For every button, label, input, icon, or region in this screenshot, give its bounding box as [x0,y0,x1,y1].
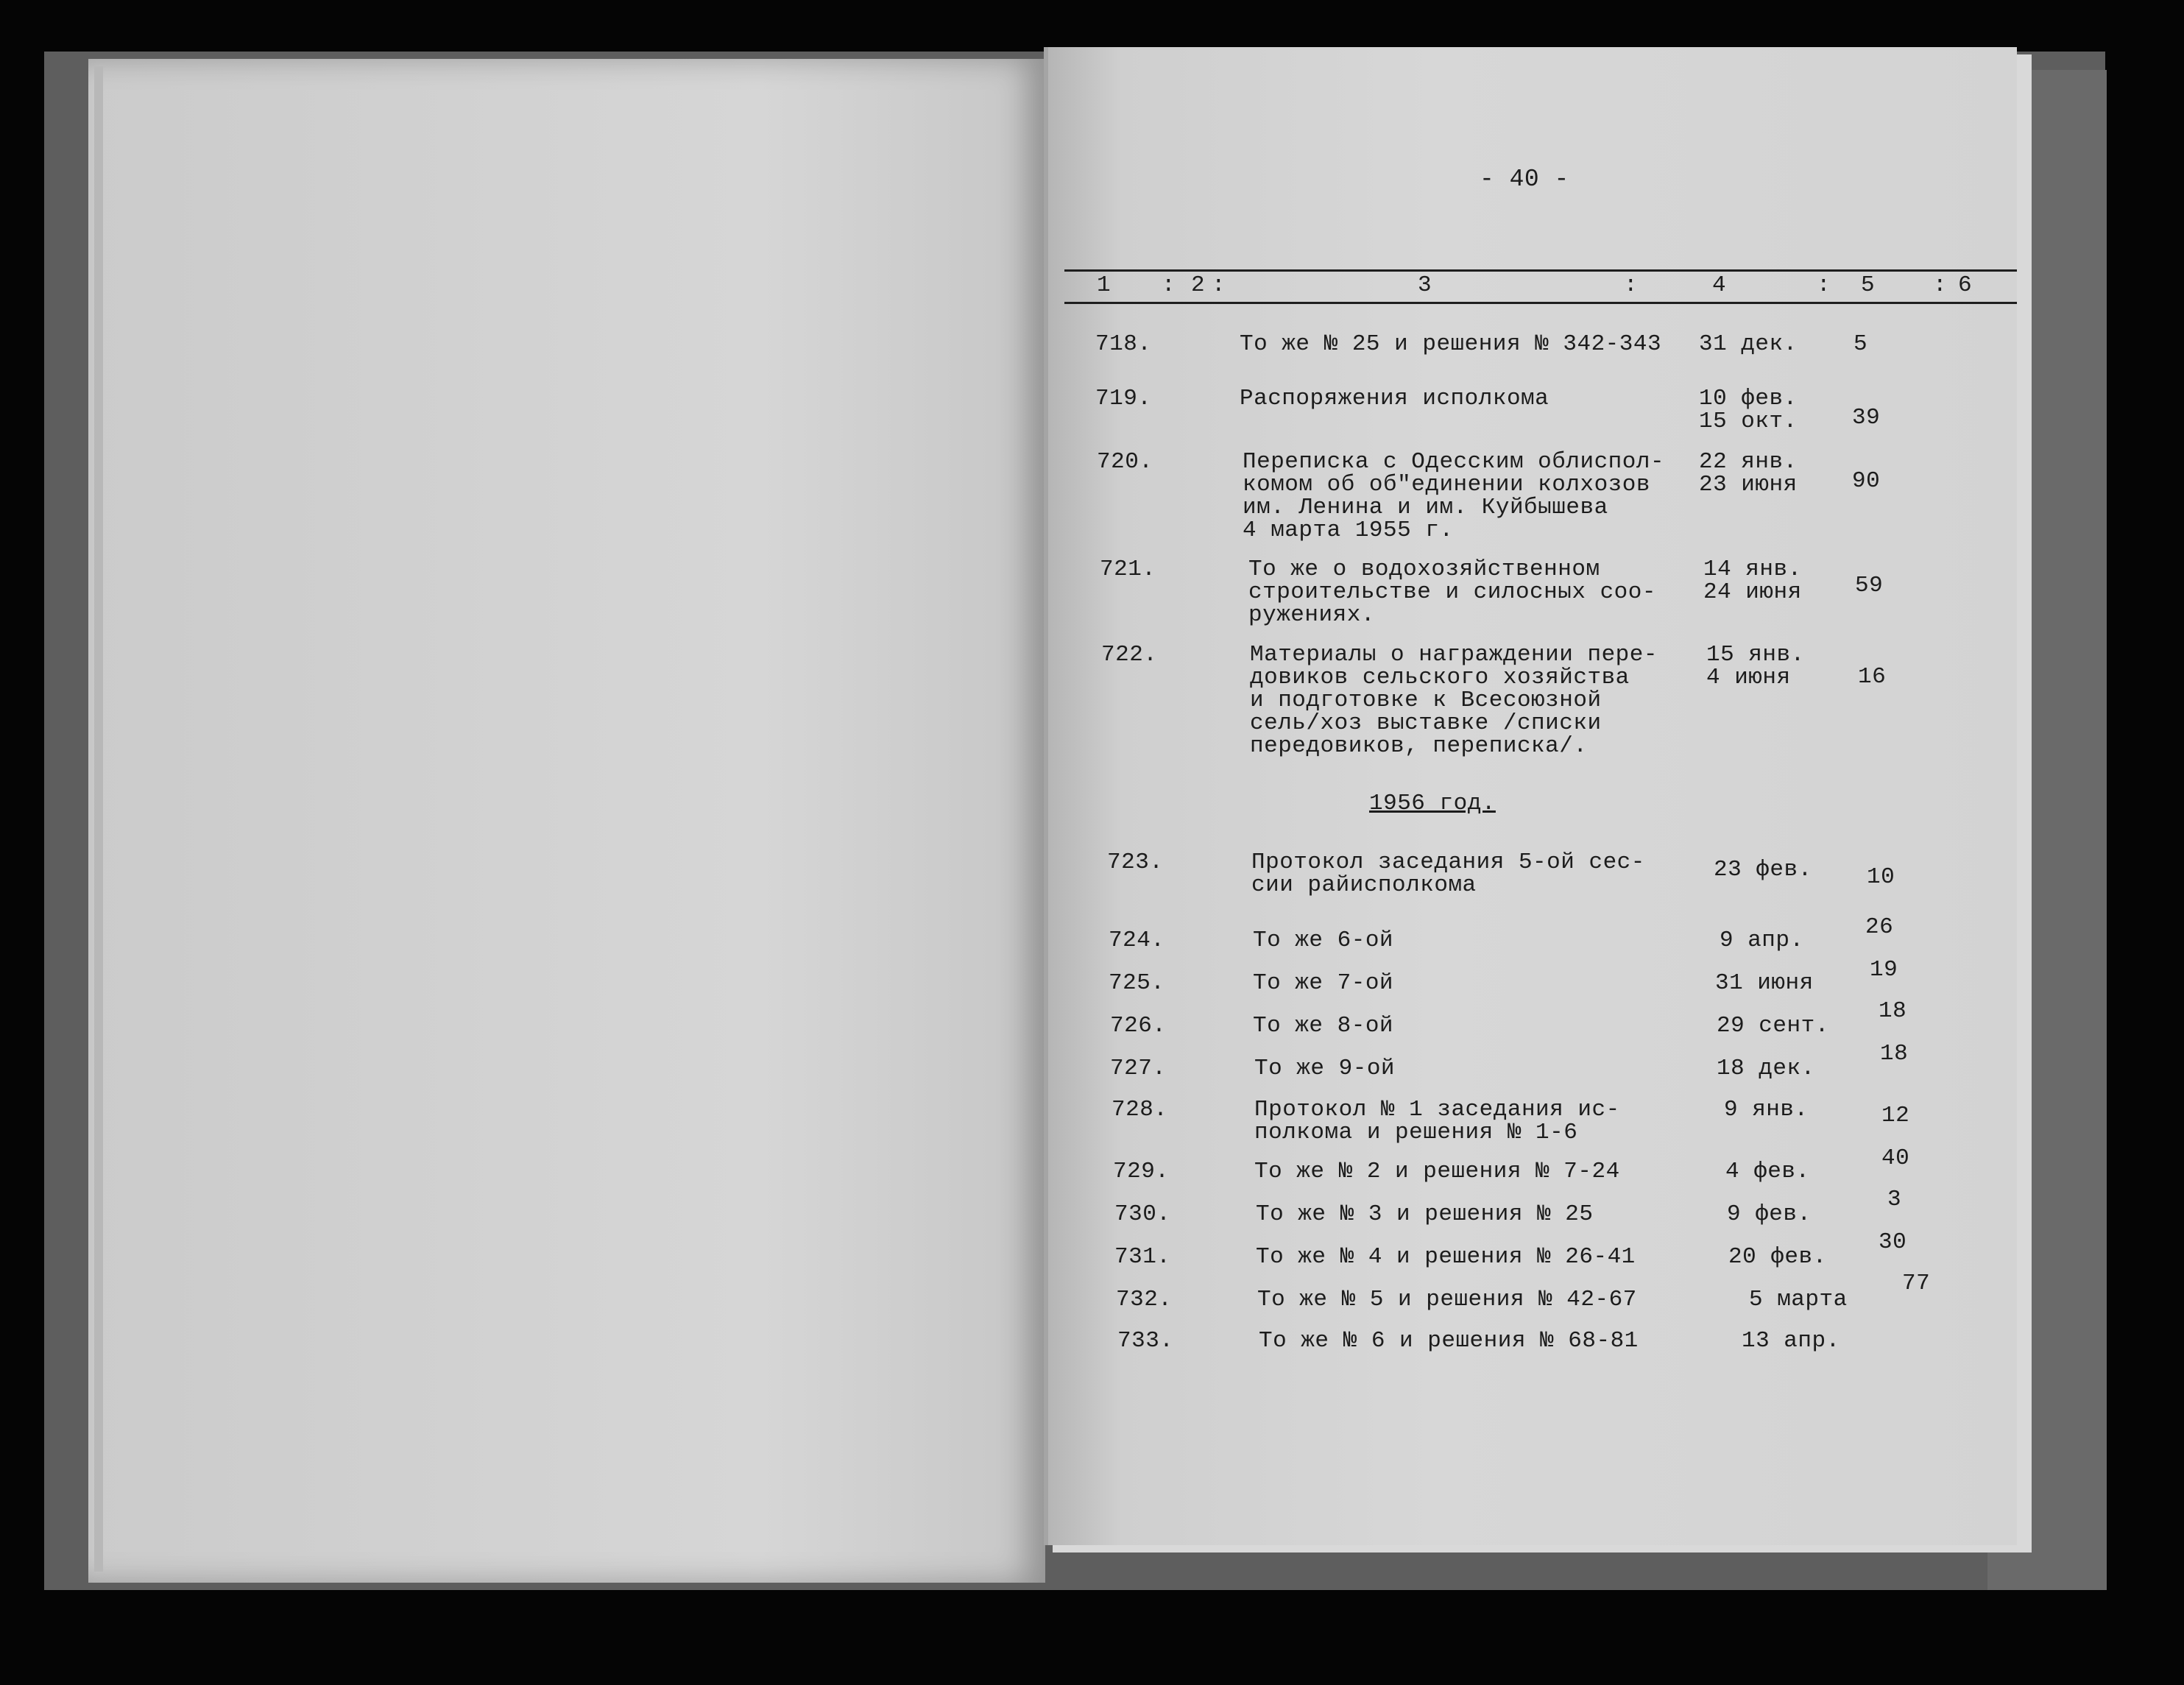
row-title-line: То же № 25 и решения № 342-343 [1240,331,1662,357]
row-sheet-count: 12 [1881,1103,1910,1128]
page-number: - 40 - [1480,166,1569,193]
binding-shadow [1044,47,1048,1545]
row-number: 732. [1116,1287,1173,1313]
row-title-line: То же № 4 и решения № 26-41 [1256,1244,1636,1270]
row-title-line: сель/хоз выставке /списки [1250,710,1602,736]
row-date: 5 марта [1749,1287,1848,1313]
row-title-line: То же 9-ой [1254,1056,1396,1081]
header-col-6: 6 [1958,272,1972,298]
row-date: 9 фев. [1727,1201,1812,1227]
row-date: 13 апр. [1742,1328,1840,1354]
row-title-line: Распоряжения исполкома [1240,386,1549,411]
row-title-line: То же 7-ой [1253,970,1394,996]
row-date: 18 дек. [1717,1056,1815,1081]
row-date: 23 июня [1699,472,1798,498]
right-page [1044,47,2017,1545]
header-col-3: 3 [1418,272,1432,298]
header-sep-5: : [1933,272,1947,298]
row-sheet-count: 90 [1852,468,1881,494]
row-date: 31 июня [1715,970,1814,996]
row-sheet-count: 18 [1880,1041,1909,1067]
row-title-line: Переписка с Одесским облиспол- [1243,449,1665,475]
row-number: 725. [1109,970,1165,996]
header-col-1: 1 [1097,272,1111,298]
row-title-line: сии райисполкома [1251,872,1477,898]
row-number: 719. [1095,386,1152,411]
row-title-line: им. Ленина и им. Куйбышева [1243,495,1608,520]
left-page-blank [88,59,1045,1583]
row-title-line: То же № 3 и решения № 25 [1256,1201,1594,1227]
row-title-line: ружениях. [1248,602,1375,628]
row-date: 20 фев. [1728,1244,1827,1270]
row-sheet-count: 3 [1887,1187,1902,1212]
row-sheet-count: 19 [1870,957,1898,983]
row-number: 731. [1114,1244,1171,1270]
row-title-line: комом об об"единении колхозов [1243,472,1650,498]
row-title-line: То же № 2 и решения № 7-24 [1254,1159,1620,1184]
row-date: 4 фев. [1725,1159,1810,1184]
row-number: 733. [1117,1328,1174,1354]
row-number: 726. [1110,1013,1167,1039]
row-number: 730. [1114,1201,1171,1227]
row-title-line: То же № 5 и решения № 42-67 [1257,1287,1637,1313]
row-number: 728. [1112,1097,1168,1123]
header-col-2: 2 [1191,272,1205,298]
row-date: 22 янв. [1699,449,1798,475]
row-date: 14 янв. [1703,557,1802,582]
row-title-line: довиков сельского хозяйства [1250,665,1630,690]
row-sheet-count: 30 [1879,1229,1907,1255]
row-date: 15 янв. [1706,642,1805,668]
row-title-line: полкома и решения № 1-6 [1254,1120,1578,1145]
row-title-line: То же № 6 и решения № 68-81 [1259,1328,1639,1354]
row-title-line: Протокол № 1 заседания ис- [1254,1097,1620,1123]
row-title-line: 4 марта 1955 г. [1243,517,1454,543]
row-number: 721. [1100,557,1156,582]
row-number: 723. [1107,849,1164,875]
row-date: 9 янв. [1724,1097,1809,1123]
header-sep-1: : [1162,272,1176,298]
row-title-line: Материалы о награждении пере- [1250,642,1658,668]
row-title-line: Протокол заседания 5-ой сес- [1251,849,1645,875]
header-col-5: 5 [1861,272,1875,298]
row-sheet-count: 18 [1879,998,1907,1024]
header-sep-2: : [1212,272,1226,298]
row-date: 24 июня [1703,579,1802,605]
row-sheet-count: 26 [1865,914,1894,940]
row-title-line: То же 8-ой [1253,1013,1394,1039]
row-number: 720. [1097,449,1153,475]
row-sheet-count: 59 [1855,573,1884,598]
row-sheet-count: 39 [1852,405,1881,431]
row-date: 29 сент. [1717,1013,1829,1039]
left-page-stack-edge [94,66,103,1572]
section-title: 1956 год. [1369,791,1496,816]
row-date: 23 фев. [1714,857,1812,883]
header-sep-4: : [1817,272,1831,298]
row-sheet-count: 5 [1853,331,1868,357]
row-number: 729. [1113,1159,1170,1184]
row-sheet-count: 40 [1881,1145,1910,1171]
row-number: 722. [1101,642,1158,668]
row-number: 718. [1095,331,1152,357]
header-sep-3: : [1624,272,1638,298]
row-title-line: То же о водохозяйственном [1248,557,1600,582]
row-title-line: и подготовке к Всесоюзной [1250,688,1602,713]
header-col-4: 4 [1712,272,1726,298]
row-number: 724. [1109,928,1165,953]
row-title-line: То же 6-ой [1253,928,1394,953]
row-title-line: передовиков, переписка/. [1250,733,1588,759]
row-date: 4 июня [1706,665,1791,690]
row-sheet-count: 10 [1867,864,1895,890]
row-number: 727. [1110,1056,1167,1081]
header-top-rule [1064,269,2017,272]
row-date: 10 фев. [1699,386,1798,411]
row-sheet-count: 77 [1902,1271,1931,1296]
row-date: 9 апр. [1720,928,1804,953]
header-bottom-rule [1064,302,2017,304]
row-date: 31 дек. [1699,331,1798,357]
row-sheet-count: 16 [1858,664,1887,690]
row-title-line: строительстве и силосных соо- [1248,579,1656,605]
row-date: 15 окт. [1699,409,1798,434]
